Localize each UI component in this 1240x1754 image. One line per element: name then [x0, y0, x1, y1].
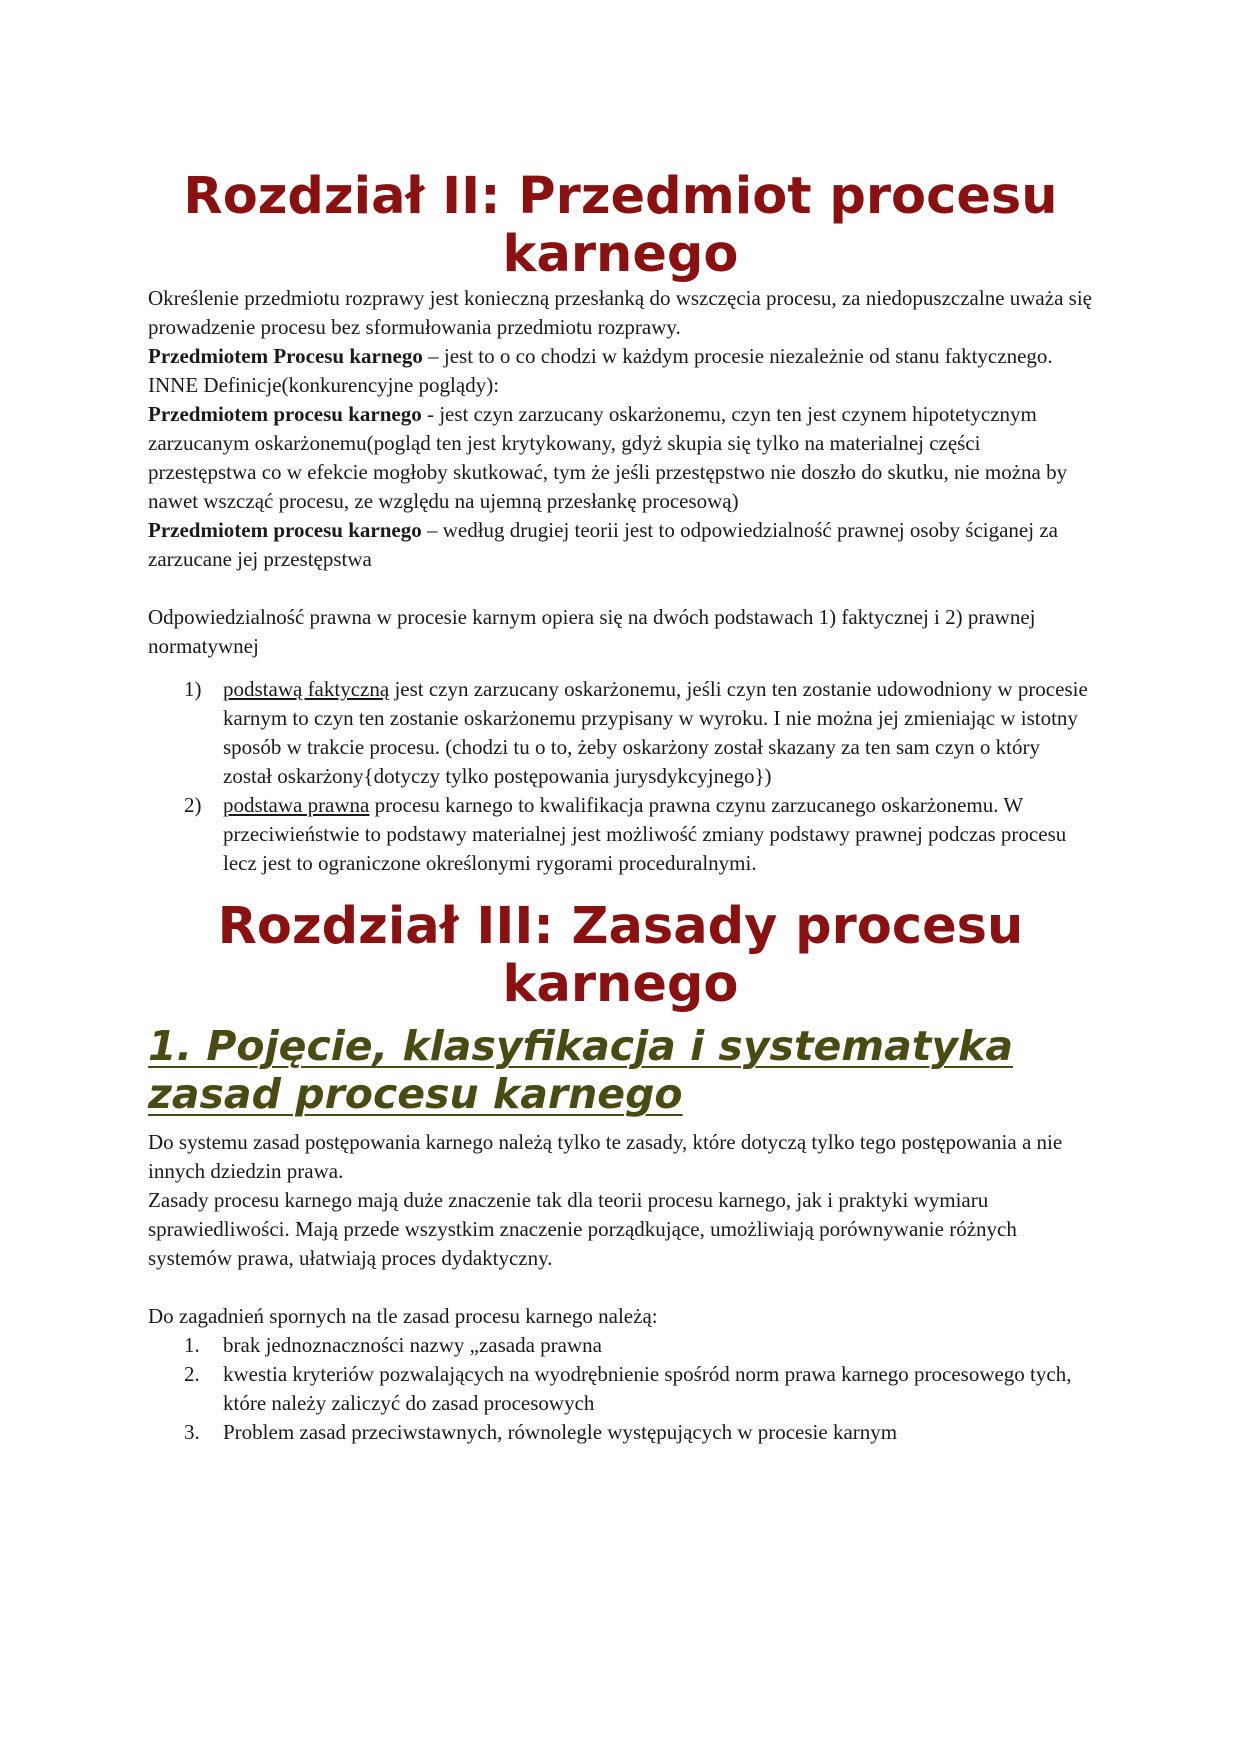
list-item — [148, 1418, 1093, 1447]
intro-paragraph: Określenie przedmiotu rozprawy jest konieczną przesłanką do wszczęcia procesu, za niedopuszczalne uważa się prowadzenie procesu bez sformułowania przedmiotu rozprawy. — [148, 286, 1092, 339]
list-item-number: 1. — [184, 1333, 200, 1357]
definition-3 — [148, 516, 1093, 574]
section-paragraph-2: Zasady procesu karnego mają duże znaczenie tak dla teorii procesu karnego, jak i praktyki wymiaru sprawiedliwości. Mają przede wszystkim znaczenie porządkujące, umożliwiają porównywanie różnych systemów prawa, ułatwiają proces dydaktyczny. — [148, 1188, 1017, 1270]
list-item-term: podstawa prawna — [223, 793, 370, 817]
spacer — [148, 1273, 1093, 1302]
list-item — [148, 1331, 1093, 1360]
definition-2 — [148, 400, 1093, 516]
chapter-2-title: Rozdział II: Przedmiot procesu karnego — [183, 167, 1058, 284]
other-definitions-label: INNE Definicje(konkurencyjne poglądy): — [148, 373, 500, 397]
list-item-text: procesu karnego to kwalifikacja prawna czynu zarzucanego oskarżonemu. W przeciwieństwie to podstawy materialnej jest możliwość zmiany podstawy prawnej podczas procesu lecz jest to ograniczone określonymi rygorami proceduralnymi. — [223, 793, 1067, 875]
definition-1-text: – jest to o co chodzi w każdym procesie niezależnie od stanu faktycznego. — [422, 344, 1053, 368]
definition-3-text: – według drugiej teorii jest to odpowiedzialność prawnej osoby ściganej za zarzucane jej przestępstwa — [148, 518, 1058, 571]
section-1-title: 1. Pojęcie, klasyfikacja i systematyka zasad procesu karnego — [148, 1022, 1014, 1118]
definition-1-term: Przedmiotem Procesu karnego — [148, 344, 423, 368]
spacer — [148, 574, 1093, 603]
definition-2-term: Przedmiotem procesu karnego — [148, 402, 422, 426]
definition-1 — [148, 342, 1093, 371]
disputes-intro: Do zagadnień spornych na tle zasad procesu karnego należą: — [148, 1304, 658, 1328]
chapter-3-title: Rozdział III: Zasady procesu karnego — [217, 897, 1024, 1014]
bases-list — [148, 675, 1093, 878]
list-item-number: 3. — [184, 1420, 200, 1444]
list-item — [148, 791, 1093, 878]
section-paragraph-1: Do systemu zasad postępowania karnego należą tylko te zasady, które dotyczą tylko tego postępowania a nie innych dziedzin prawa. — [148, 1130, 1063, 1183]
list-item-number: 2. — [184, 1362, 200, 1386]
disputes-list — [148, 1331, 1093, 1447]
liability-paragraph: Odpowiedzialność prawna w procesie karnym opiera się na dwóch podstawach 1) faktycznej i 2) prawnej normatywnej — [148, 605, 1036, 658]
list-item — [148, 1360, 1093, 1418]
list-item-text: kwestia kryteriów pozwalających na wyodrębnienie spośród norm prawa karnego procesowego tych, które należy zaliczyć do zasad procesowych — [223, 1362, 1072, 1415]
definition-2-text: - jest czyn zarzucany oskarżonemu, czyn ten jest czynem hipotetycznym zarzucanym oskarżonemu(pogląd ten jest krytykowany, gdyż skupia się tylko na materialnej części przestępstwa co w efekcie mogłoby skutkować, tym że jeśli przestępstwo nie doszło do skutku, nie można by nawet wszcząć procesu, ze względu na ujemną przesłankę procesową) — [148, 402, 1068, 513]
list-item-term: podstawą faktyczną — [223, 677, 390, 701]
document-page — [148, 168, 1093, 1447]
list-item-text: brak jednoznaczności nazwy „zasada prawna — [223, 1333, 602, 1357]
list-item-number: 1) — [184, 677, 202, 701]
definition-3-term: Przedmiotem procesu karnego — [148, 518, 422, 542]
list-item — [148, 675, 1093, 791]
list-item-number: 2) — [184, 793, 202, 817]
list-item-text: jest czyn zarzucany oskarżonemu, jeśli czyn ten zostanie udowodniony w procesie karnym to czyn ten zostanie oskarżonemu przypisany w wyroku. I nie można jej zmieniając w istotny sposób w trakcie procesu. (chodzi tu o to, żeby oskarżony został skazany za ten sam czyn o który został oskarżony{dotyczy tylko postępowania jurysdykcyjnego}) — [223, 677, 1088, 788]
list-item-text: Problem zasad przeciwstawnych, równolegle występujących w procesie karnym — [223, 1420, 898, 1444]
